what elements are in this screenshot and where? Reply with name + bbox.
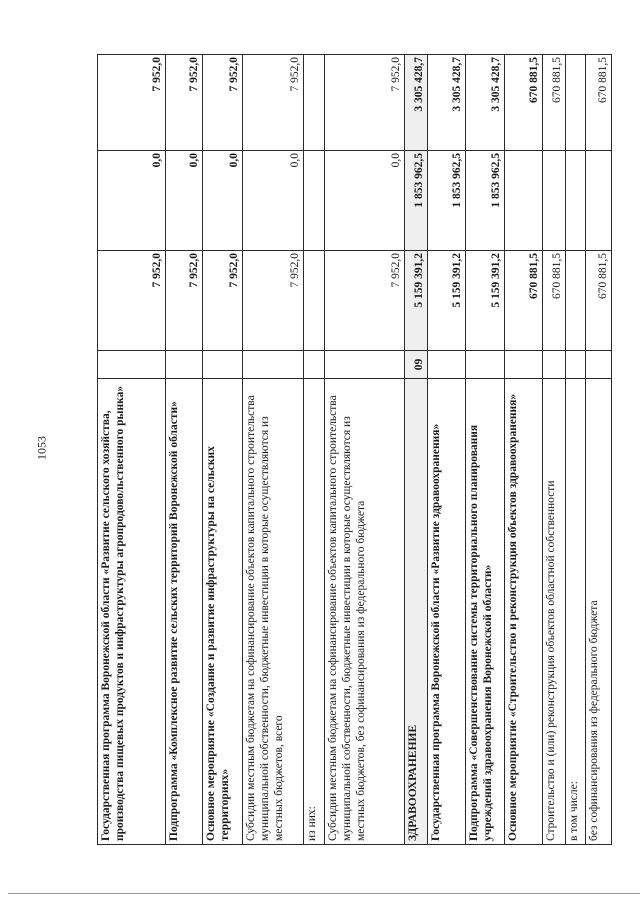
amount-regional: 3 305 428,7 — [404, 55, 427, 151]
amount-federal — [586, 151, 612, 251]
rotated-page-content — [97, 55, 612, 845]
row-label: Строительство и (или) реконструкция объектов областной собственности — [542, 379, 565, 845]
row-label: Подпрограмма «Совершенствование системы территориального планирования учреждений здравоохранения Воронежской области» — [465, 379, 505, 845]
table-row — [404, 55, 427, 845]
table-row — [165, 55, 202, 845]
amount-federal — [505, 151, 542, 251]
section-code — [465, 351, 505, 379]
amount-federal: 1 853 962,5 — [428, 151, 465, 251]
bottom-scan-rule — [8, 893, 640, 894]
amount-regional: 3 305 428,7 — [428, 55, 465, 151]
amount-federal: 0,0 — [165, 151, 202, 251]
section-code — [98, 351, 166, 379]
amount-total — [304, 251, 325, 351]
table-row — [428, 55, 465, 845]
amount-federal: 0,0 — [243, 151, 304, 251]
section-code — [428, 351, 465, 379]
amount-regional — [566, 55, 586, 151]
amount-total — [566, 251, 586, 351]
row-label: Основное мероприятие «Строительство и реконструкция объектов здравоохранения» — [505, 379, 542, 845]
row-label: Государственная программа Воронежской области «Развитие сельского хозяйства, производства пищевых продуктов и инфраструктуры агропродовольственного рынка» — [98, 379, 166, 845]
table-row — [542, 55, 565, 845]
amount-federal: 0,0 — [203, 151, 243, 251]
amount-total: 5 159 391,2 — [404, 251, 427, 351]
amount-total: 7 952,0 — [243, 251, 304, 351]
section-code — [304, 351, 325, 379]
table-row — [586, 55, 612, 845]
amount-total: 7 952,0 — [325, 251, 405, 351]
amount-total: 7 952,0 — [165, 251, 202, 351]
section-code — [586, 351, 612, 379]
amount-federal: 0,0 — [325, 151, 405, 251]
amount-regional: 7 952,0 — [98, 55, 166, 151]
amount-total: 7 952,0 — [98, 251, 166, 351]
row-label: Государственная программа Воронежской области «Развитие здравоохранения» — [428, 379, 465, 845]
amount-federal — [542, 151, 565, 251]
amount-regional — [304, 55, 325, 151]
amount-regional: 7 952,0 — [243, 55, 304, 151]
amount-regional: 7 952,0 — [165, 55, 202, 151]
amount-regional: 3 305 428,7 — [465, 55, 505, 151]
table-row — [243, 55, 304, 845]
amount-total: 5 159 391,2 — [428, 251, 465, 351]
amount-federal: 1 853 962,5 — [404, 151, 427, 251]
table-row — [98, 55, 166, 845]
section-code — [325, 351, 405, 379]
amount-regional: 670 881,5 — [505, 55, 542, 151]
row-label: без софинансирования из федерального бюджета — [586, 379, 612, 845]
amount-regional: 670 881,5 — [542, 55, 565, 151]
table-row — [203, 55, 243, 845]
budget-table-body — [98, 55, 612, 845]
table-row — [304, 55, 325, 845]
section-code — [505, 351, 542, 379]
amount-regional: 7 952,0 — [203, 55, 243, 151]
row-label: в том числе: — [566, 379, 586, 845]
amount-federal — [566, 151, 586, 251]
amount-federal: 0,0 — [98, 151, 166, 251]
row-label: ЗДРАВООХРАНЕНИЕ — [404, 379, 427, 845]
section-code: 09 — [404, 351, 427, 379]
amount-total: 5 159 391,2 — [465, 251, 505, 351]
page-number: 1053 — [34, 436, 49, 460]
row-label: из них: — [304, 379, 325, 845]
amount-federal: 1 853 962,5 — [465, 151, 505, 251]
amount-regional: 7 952,0 — [325, 55, 405, 151]
row-label: Основное мероприятие «Создание и развитие инфраструктуры на сельских территориях» — [203, 379, 243, 845]
row-label: Субсидии местным бюджетам на софинансирование объектов капитального строительства муниципальной собственности, бюджетные инвестиции в которые осуществляются из местных бюджетов, без софинансирования из федерального бюджета — [325, 379, 405, 845]
amount-total: 670 881,5 — [505, 251, 542, 351]
amount-federal — [304, 151, 325, 251]
row-label: Подпрограмма «Комплексное развитие сельских территорий Воронежской области» — [165, 379, 202, 845]
amount-total: 670 881,5 — [542, 251, 565, 351]
amount-total: 670 881,5 — [586, 251, 612, 351]
amount-total: 7 952,0 — [203, 251, 243, 351]
table-row — [505, 55, 542, 845]
section-code — [566, 351, 586, 379]
section-code — [203, 351, 243, 379]
section-code — [243, 351, 304, 379]
section-code — [165, 351, 202, 379]
table-row — [325, 55, 405, 845]
amount-regional: 670 881,5 — [586, 55, 612, 151]
table-row — [566, 55, 586, 845]
budget-table — [97, 54, 612, 845]
section-code — [542, 351, 565, 379]
row-label: Субсидии местным бюджетам на софинансирование объектов капитального строительства муниципальной собственности, бюджетные инвестиции в которые осуществляются из местных бюджетов, всего — [243, 379, 304, 845]
table-row — [465, 55, 505, 845]
